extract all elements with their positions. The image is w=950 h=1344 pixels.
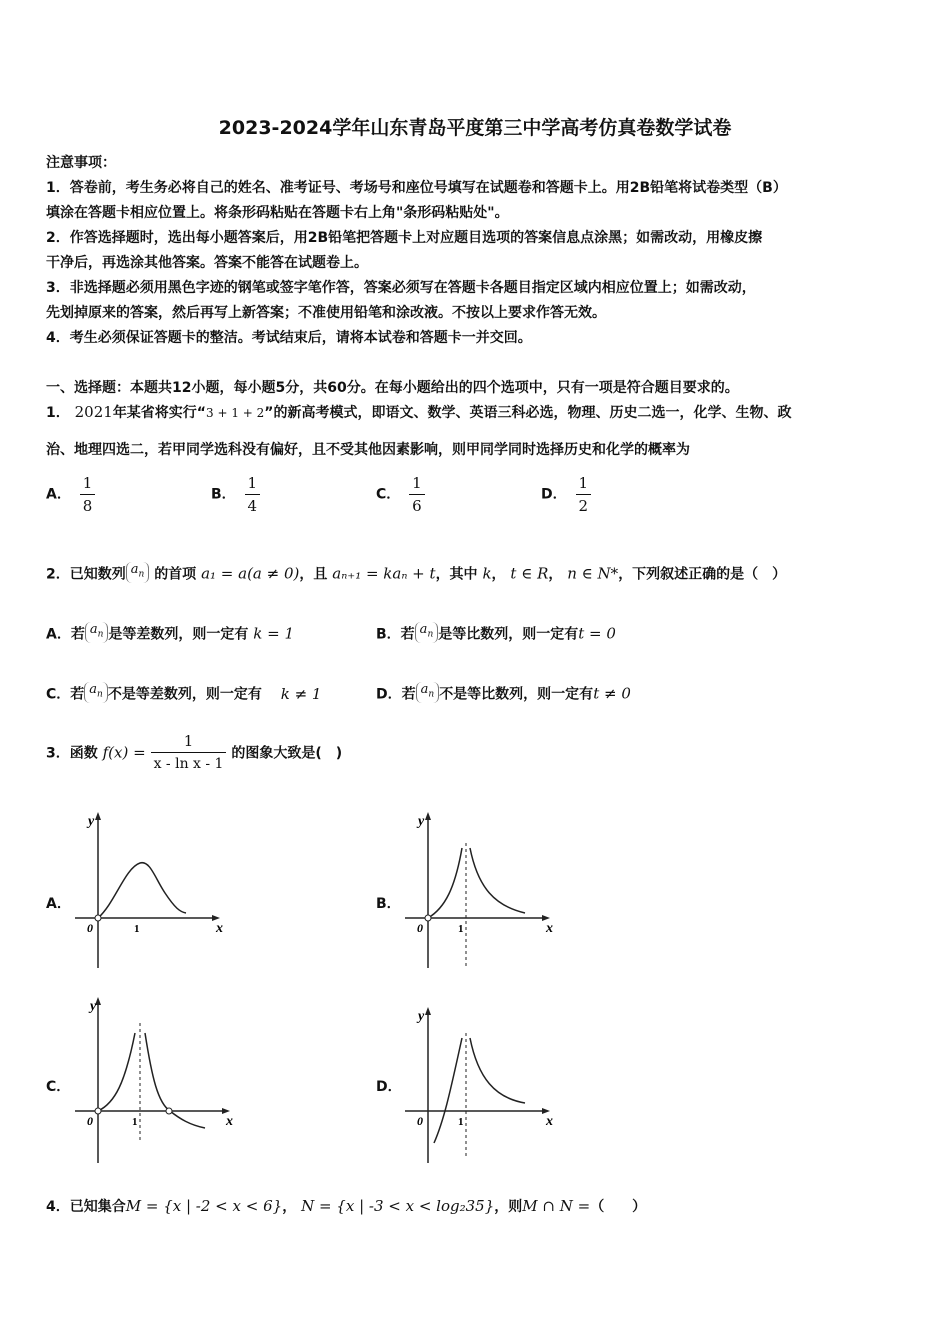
sequence: $a_n$ [84, 682, 108, 703]
option-text: 不是等差数列，则一定有 [107, 686, 262, 703]
option-c[interactable] [46, 682, 321, 704]
origin-label: 0 [87, 921, 93, 935]
option-text: 若 [70, 626, 85, 643]
year: 2021 [74, 403, 113, 421]
section-heading: 一、选择题：本题共12小题，每小题5分，共60分。在每小题给出的四个选项中，只有一项是符合题目要求的。 [46, 380, 739, 396]
option-text: 若 [400, 626, 415, 643]
tick-label: 1 [458, 923, 464, 935]
option-label: C． [376, 486, 401, 503]
x-label: x [226, 1114, 233, 1129]
t-in-r: t ∈ R [510, 564, 549, 583]
y-arrow-icon [425, 812, 431, 820]
sequence: $a_n$ [415, 622, 439, 643]
option-label: A． [46, 486, 71, 503]
question-1 [46, 402, 792, 422]
option-text: 是等差数列，则一定有 [108, 626, 249, 643]
option-condition: t ≠ 0 [593, 684, 631, 703]
origin-label: 0 [417, 1114, 423, 1128]
option-label: C． [46, 686, 71, 703]
y-label: y [88, 814, 95, 829]
option-text: 若 [70, 686, 85, 703]
curve-left [98, 1033, 135, 1111]
tick-label: 1 [134, 923, 140, 935]
notice-line: 3．非选择题必须用黑色字迹的钢笔或签字笔作答，答案必须写在答题卡各题目指定区域内相应位置上；如需改动， [46, 280, 756, 296]
question-3 [46, 730, 342, 775]
question-text: 的图象大致是( ) [231, 745, 343, 762]
question-text: ，则 [494, 1199, 523, 1215]
notice-line: 先划掉原来的答案，然后再写上新答案；不准使用铅笔和涂改液。不按以上要求作答无效。 [46, 305, 606, 321]
notice-line: 干净后，再选涂其他答案。答案不能答在试题卷上。 [46, 255, 368, 271]
option-label: B． [211, 486, 236, 503]
question-text: ”的新高考模式，即语文、数学、英语三科必选，物理、历史二选一，化学、生物、政 [264, 405, 792, 421]
option-c[interactable] [376, 472, 425, 517]
origin-point [95, 915, 101, 921]
option-text: 若 [401, 686, 416, 703]
option-b[interactable] [211, 472, 260, 517]
fraction: $\frac{1}{2}$ [576, 472, 592, 517]
question-text: ，其中 [435, 566, 478, 583]
set-n: N = {x | -3 < x < log₂35} [301, 1197, 495, 1215]
option-label: B． [376, 626, 401, 643]
question-number: 1． [46, 405, 70, 421]
fraction: $\frac{1}{8}$ [80, 472, 96, 517]
option-label: D． [541, 486, 567, 503]
question-text: 2．已知数列 [46, 566, 126, 583]
page-title: 2023-2024学年山东青岛平度第三中学高考仿真卷数学试卷 [218, 117, 732, 139]
origin-point [95, 1108, 101, 1114]
option-a[interactable] [46, 622, 294, 644]
answer-blank: （ ） [590, 1199, 647, 1215]
graph-a[interactable] [70, 808, 235, 973]
y-arrow-icon [95, 812, 101, 820]
notice-line: 填涂在答题卡相应位置上。将条形码粘贴在答题卡右上角"条形码粘贴处"。 [46, 205, 509, 221]
graph-d-label[interactable]: D． [376, 1079, 402, 1095]
sequence: $a_n$ [416, 682, 440, 703]
option-condition: k ≠ 1 [280, 684, 322, 703]
option-label: D． [376, 686, 402, 703]
graph-d[interactable] [400, 1003, 565, 1168]
option-b[interactable] [376, 622, 616, 644]
y-arrow-icon [425, 1007, 431, 1015]
question-text: 3．函数 [46, 745, 98, 762]
curve-right [470, 848, 525, 913]
set-m: M = {x | -2 < x < 6} [125, 1197, 283, 1215]
origin-label: 0 [87, 1114, 93, 1128]
graph-b[interactable] [400, 808, 565, 973]
question-text: ，且 [299, 566, 328, 583]
option-condition: k = 1 [253, 624, 295, 643]
comma: ， [282, 1199, 297, 1215]
function-name: f(x) = [102, 743, 146, 762]
question-4 [46, 1196, 646, 1216]
graph-c-label[interactable]: C． [46, 1079, 71, 1095]
fraction: $\frac{1}{6}$ [409, 472, 425, 517]
recurrence: aₙ₊₁ = kaₙ + t [332, 564, 436, 583]
option-label: A． [46, 626, 71, 643]
notice-line: 1．答卷前，考生务必将自己的姓名、准考证号、考场号和座位号填写在试题卷和答题卡上。用2B铅笔将试卷类型（B） [46, 180, 787, 196]
option-text: 是等比数列，则一定有 [438, 626, 579, 643]
curve-right [470, 1038, 525, 1103]
curve [98, 863, 186, 918]
curve-right [145, 1033, 205, 1128]
sequence: $a_n$ [126, 562, 150, 583]
option-condition: t = 0 [578, 624, 616, 643]
question-text-line2: 治、地理四选二，若甲同学选科没有偏好，且不受其他因素影响，则甲同学同时选择历史和化学的概率为 [46, 442, 690, 458]
origin-point [425, 915, 431, 921]
var-k: k [482, 564, 492, 583]
notice-line: 4．考生必须保证答题卡的整洁。考试结束后，请将本试卷和答题卡一并交回。 [46, 330, 532, 346]
intersection: M ∩ N = [522, 1197, 591, 1215]
comma: ， [548, 566, 563, 583]
question-text: 4．已知集合 [46, 1199, 126, 1215]
tick-label: 1 [458, 1116, 464, 1128]
option-d[interactable] [541, 472, 591, 517]
zero-point [166, 1108, 172, 1114]
option-a[interactable] [46, 472, 95, 517]
question-text: 的首项 [154, 566, 197, 583]
y-label: y [418, 814, 425, 829]
first-term: a₁ = a(a ≠ 0) [201, 564, 300, 583]
graph-b-label[interactable]: B． [376, 896, 401, 912]
origin-label: 0 [417, 921, 423, 935]
sequence: $a_n$ [85, 622, 109, 643]
function-fraction: $\frac{1}{\text{x - ln x - 1}}$ [151, 730, 227, 775]
graph-a-label[interactable]: A． [46, 896, 71, 912]
option-text: 不是等比数列，则一定有 [439, 686, 594, 703]
question-text: 年某省将实行“ [112, 405, 207, 421]
curve-left [428, 848, 462, 918]
option-d[interactable] [376, 682, 631, 704]
question-text: ，下列叙述正确的是（ ） [618, 566, 787, 583]
question-2 [46, 562, 786, 584]
y-label: y [90, 999, 97, 1014]
comma: ， [491, 566, 506, 583]
notice-line: 2．作答选择题时，选出每小题答案后，用2B铅笔把答题卡上对应题目选项的答案信息点涂黑；如需改动，用橡皮擦 [46, 230, 763, 246]
notice-heading: 注意事项： [46, 155, 116, 171]
x-label: x [546, 921, 553, 936]
x-label: x [546, 1114, 553, 1129]
y-label: y [418, 1009, 425, 1024]
n-in-n: n ∈ N* [567, 564, 619, 583]
graph-c[interactable] [70, 993, 235, 1168]
fraction: $\frac{1}{4}$ [245, 472, 261, 517]
exam-mode: 3 + 1 + 2 [206, 406, 265, 420]
tick-label: 1 [132, 1116, 138, 1128]
x-label: x [216, 921, 223, 936]
